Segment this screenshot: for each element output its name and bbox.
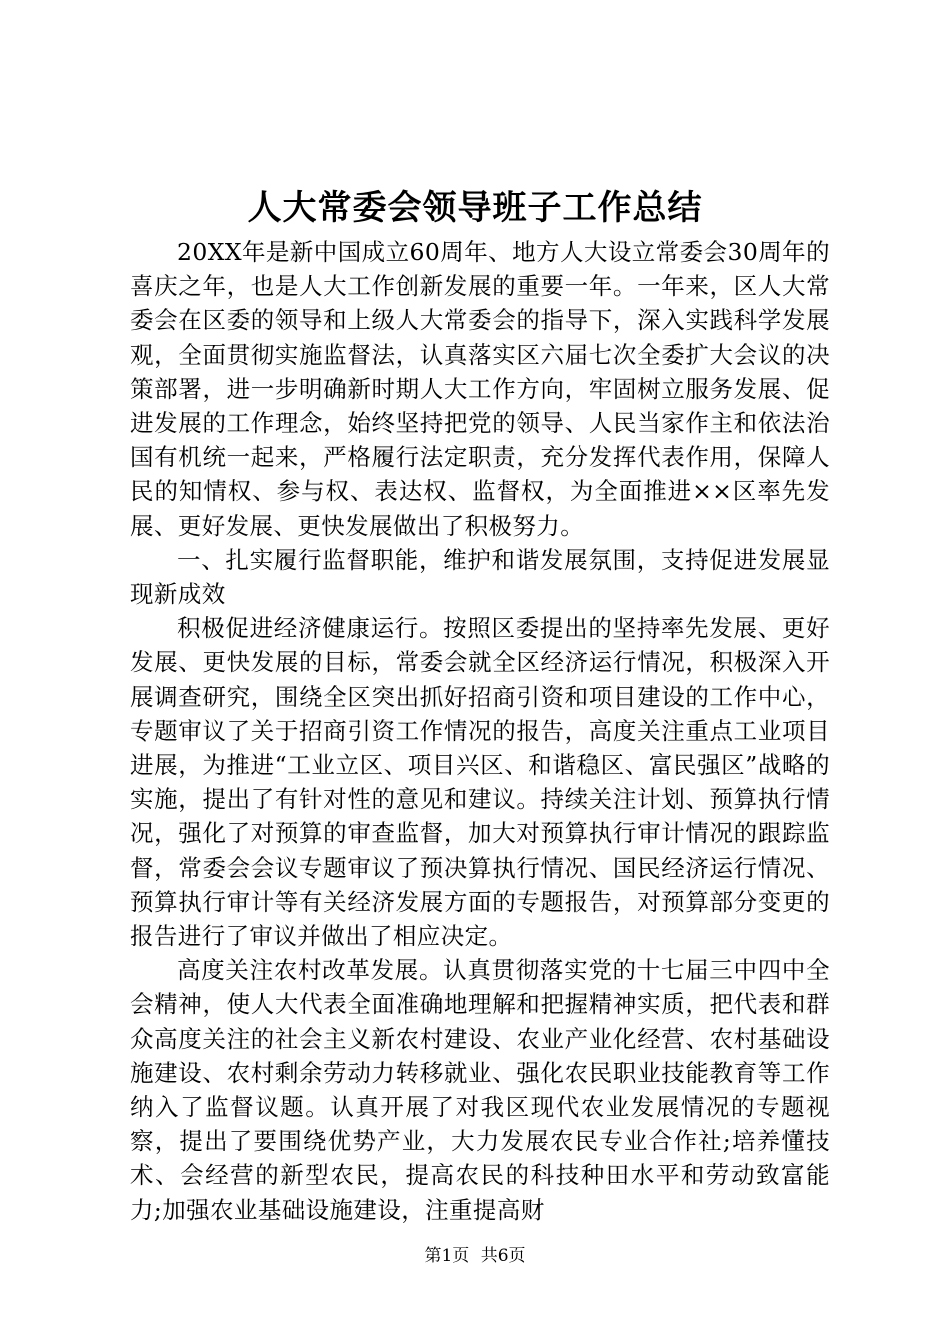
paragraph-section-heading: 一、扎实履行监督职能，维护和谐发展氛围，支持促进发展显现新成效 xyxy=(130,545,830,609)
paragraph-economy: 积极促进经济健康运行。按照区委提出的坚持率先发展、更好发展、更快发展的目标，常委会就全区经济运行情况，积极深入开展调查研究，围绕全区突出抓好招商引资和项目建设的工作中心，专题审议了关于招商引资工作情况的报告，高度关注重点工业项目进展，为推进“工业立区、项目兴区、和谐稳区、富民强区”战略的实施，提出了有针对性的意见和建议。持续关注计划、预算执行情况，强化了对预算的审查监督，加大对预算执行审计情况的跟踪监督，常委会会议专题审议了预决算执行情况、国民经济运行情况、预算执行审计等有关经济发展方面的专题报告，对预算部分变更的报告进行了审议并做出了相应决定。 xyxy=(130,614,830,951)
paragraph-rural: 高度关注农村改革发展。认真贯彻落实党的十七届三中四中全会精神，使人大代表全面准确地理解和把握精神实质，把代表和群众高度关注的社会主义新农村建设、农业产业化经营、农村基础设施建设、农村剩余劳动力转移就业、强化农民职业技能教育等工作纳入了监督议题。认真开展了对我区现代农业发展情况的专题视察，提出了要围绕优势产业，大力发展农民专业合作社;培养懂技术、会经营的新型农民，提高农民的科技种田水平和劳动致富能力;加强农业基础设施建设，注重提高财 xyxy=(130,956,830,1224)
page-number-current: 第1页 xyxy=(424,1246,470,1266)
page-footer xyxy=(0,1244,950,1268)
document-title: 人大常委会领导班子工作总结 xyxy=(247,188,703,228)
document-body xyxy=(130,235,830,1227)
paragraph-intro: 20XX年是新中国成立60周年、地方人大设立常委会30周年的喜庆之年，也是人大工作创新发展的重要一年。一年来，区人大常委会在区委的领导和上级人大常委会的指导下，深入实践科学发展观，全面贯彻实施监督法，认真落实区六届七次全委扩大会议的决策部署，进一步明确新时期人大工作方向，牢固树立服务发展、促进发展的工作理念，始终坚持把党的领导、人民当家作主和依法治国有机统一起来，严格履行法定职责，充分发挥代表作用，保障人民的知情权、参与权、表达权、监督权，为全面推进××区率先发展、更好发展、更快发展做出了积极努力。 xyxy=(130,238,830,540)
page-number-total: 共6页 xyxy=(480,1246,526,1266)
